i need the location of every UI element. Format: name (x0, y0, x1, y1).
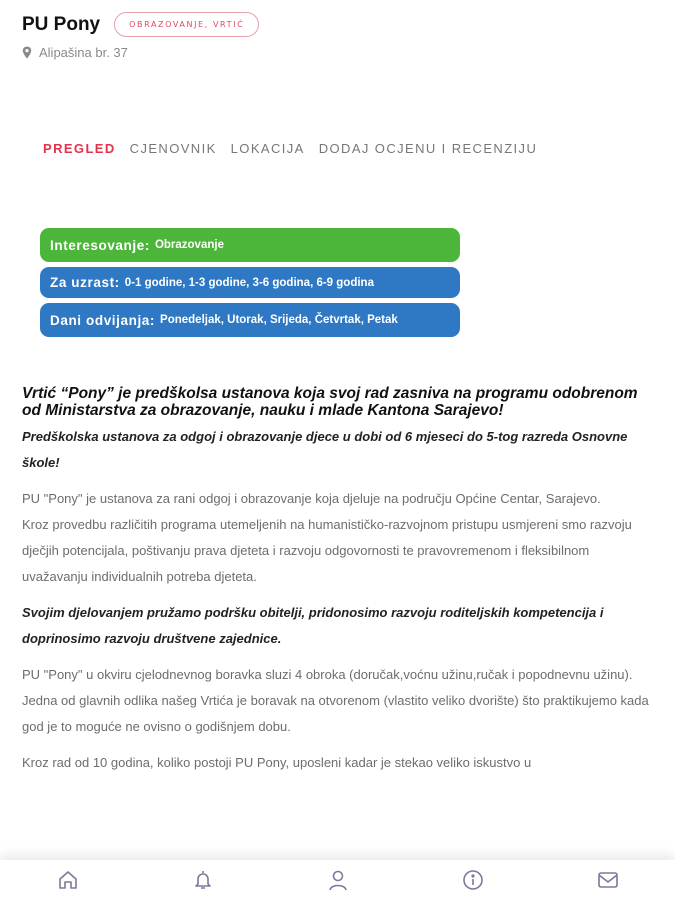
badge-value: Ponedeljak, Utorak, Srijeda, Četvrtak, Petak (160, 314, 398, 326)
home-icon (57, 869, 79, 891)
mail-icon (597, 869, 619, 891)
header (22, 12, 259, 60)
description (22, 385, 657, 776)
info-icon (462, 869, 484, 891)
paragraph: PU "Pony" u okviru cjelodnevnog boravka sluzi 4 obroka (doručak,voćnu užinu,ručak i popodnevnu užinu). Jedna od glavnih odlika našeg Vrtića je boravak na otvorenom (vlastito veliko dvorište) što praktikujemo kada god je to moguće ne ovisno o godišnjem dobu. (22, 667, 649, 734)
address (22, 45, 259, 60)
description-subheading: Predškolska ustanova za odgoj i obrazovanje djece u dobi od 6 mjeseci do 5-tog razreda Osnovne škole! (22, 429, 628, 470)
badge-uzrast (40, 267, 460, 298)
paragraph: Kroz provedbu različitih programa utemeljenih na humanističko-razvojnom pristupu usmjereni smo razvoju dječjih potencijala, poštivanju prava djeteta i razvoju odgovornosti te pravovremenom i fleksibilnom uvažavanju individualnih potreba djeteta. (22, 517, 632, 584)
user-icon (327, 869, 349, 891)
address-text: Alipašina br. 37 (39, 45, 128, 60)
badge-key: Interesovanje: (50, 237, 150, 253)
badge-key: Dani odvijanja: (50, 312, 156, 328)
tab-lokacija[interactable]: LOKACIJA (230, 141, 305, 156)
description-heading: Vrtić “Pony” je predškolsa ustanova koja svoj rad zasniva na programu odobrenom od Ministarstva za obrazovanje, nauku i mlade Kantona Sarajevo! (22, 385, 638, 419)
tab-pregled[interactable]: PREGLED (43, 141, 116, 156)
badge-key: Za uzrast: (50, 275, 120, 290)
tab-cjenovnik[interactable]: CJENOVNIK (129, 141, 217, 156)
nav-profile[interactable] (318, 862, 358, 898)
tab-dodaj-ocjenu[interactable]: DODAJ OCJENU I RECENZIJU (318, 141, 538, 156)
nav-info[interactable] (453, 862, 493, 898)
bottom-nav (0, 860, 675, 900)
badge-interesovanje (40, 228, 460, 262)
description-bold: Svojim djelovanjem pružamo podršku obitelji, pridonosimo razvoju roditeljskih kompetencija i doprinosimo razvoju društvene zajednice. (22, 605, 604, 646)
tab-bar (43, 141, 537, 156)
page-title: PU Pony (22, 13, 101, 35)
nav-messages[interactable] (588, 862, 628, 898)
nav-home[interactable] (48, 862, 88, 898)
paragraph: Kroz rad od 10 godina, koliko postoji PU Pony, uposleni kadar je stekao veliko iskustvo u (22, 755, 532, 770)
badge-value: 0-1 godine, 1-3 godine, 3-6 godina, 6-9 godina (124, 276, 374, 289)
map-pin-icon (22, 46, 32, 59)
badge-dani (40, 303, 460, 337)
paragraph: PU "Pony" je ustanova za rani odgoj i obrazovanje koja djeluje na području Općine Centar, Sarajevo. (22, 491, 601, 506)
category-tag[interactable]: OBRAZOVANJE, VRTIĆ (114, 12, 259, 37)
bell-icon (192, 869, 214, 891)
badge-value: Obrazovanje (154, 239, 224, 251)
info-badges (40, 228, 460, 342)
nav-notifications[interactable] (183, 862, 223, 898)
